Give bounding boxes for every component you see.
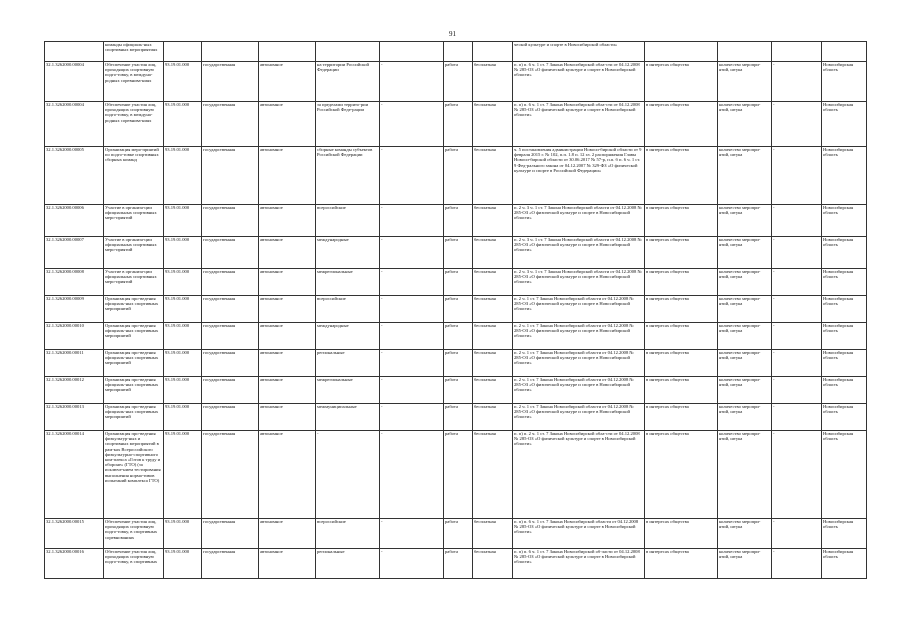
cell-name: Обеспечение участия лиц, проходящих спортивную подго-товку, в междуна-родных соревнова-ниях <box>104 102 164 147</box>
cell-extra: - <box>772 62 822 102</box>
cell-level: межмуниципальные <box>316 404 380 431</box>
cell-dash: - <box>380 205 444 237</box>
cell-code: 32.1.3262000.00016 <box>45 549 104 579</box>
cell-level: региональные <box>316 350 380 377</box>
cell-extra: - <box>772 549 822 579</box>
cell-basis: п. 2 ч. 1 ст. 7 Закона Новосибирской области от 04.12.2008 № 285-ОЗ «О физической культуре и спорте в Новосибирской области» <box>513 323 645 350</box>
cell-consumers: в интересах общества <box>645 205 718 237</box>
cell-level: всероссийские <box>316 205 380 237</box>
table-row <box>45 205 867 237</box>
cell-pay: бесплатная <box>473 549 513 579</box>
cell-indicator: количество меропри-ятий, штука <box>718 404 772 431</box>
cell-name: Организация про-ведения физкультур-ных и спортивных мероприятий в рам-ках Всероссийского физкультурно-спортивного ком-плекса «Готов к труду и обороне» (ГТО) (за исключе-нием тестирования выполнения норма-тивов испытаний комплекса ГТО) <box>104 431 164 519</box>
cell-org: автономное <box>259 377 316 404</box>
cell-consumers: в интересах общества <box>645 350 718 377</box>
table-row <box>45 102 867 147</box>
cell-region: Новосибирская область <box>822 323 867 350</box>
cell-code: 32.1.3262000.00005 <box>45 147 104 205</box>
cell-okved: 93.19.01.000 <box>164 62 202 102</box>
table-row-continuation <box>45 42 867 62</box>
cell-basis: п. 2 ч. 1 ст. 7 Закона Новосибирской области от 04.12.2008 № 285-ОЗ «О физической культуре и спорте в Новосибирской области» <box>513 296 645 323</box>
table-row <box>45 147 867 205</box>
cell-region: Новосибирская область <box>822 147 867 205</box>
cell-org: автономное <box>259 323 316 350</box>
cell-org: автономное <box>259 269 316 296</box>
cell-pay: бесплатная <box>473 296 513 323</box>
cell-consumers: в интересах общества <box>645 519 718 549</box>
cell-name: Обеспечение участия лиц, проходящих спортивную подго-товку, в спортивных соревнованиях <box>104 519 164 549</box>
cell-type: государственная <box>202 269 259 296</box>
table-row <box>45 296 867 323</box>
cell-okved: 93.19.01.000 <box>164 237 202 269</box>
cell-name: Участие в организа-ции официальных спортивных меро-приятий <box>104 205 164 237</box>
cell-level: межрегиональные <box>316 269 380 296</box>
cell-basis: п. п) п. 6 ч. 1 ст. 7 Закона Новосибирской об-ласти от 04.12.2008 № 285-ОЗ «О физической культуре и спорте в Новосибирской области» <box>513 549 645 579</box>
table-row <box>45 404 867 431</box>
cell-kind: работа <box>444 296 473 323</box>
services-register-table <box>44 41 867 579</box>
cell-indicator: количество меропри-ятий, штука <box>718 323 772 350</box>
cell-type: государственная <box>202 102 259 147</box>
cell-extra: - <box>772 102 822 147</box>
cell-region: Новосибирская область <box>822 431 867 519</box>
cell-type: государственная <box>202 549 259 579</box>
table-row <box>45 62 867 102</box>
cell-kind: работа <box>444 102 473 147</box>
cell-basis: п. п) п. 2 ч. 1 ст. 7 Закона Новосибирской обла-сти от 04.12.2008 № 285-ОЗ «О физической культуре и спорте в Новосибирской области» <box>513 431 645 519</box>
cell-indicator: количество меропри-ятий, штука <box>718 296 772 323</box>
cell-consumers: в интересах общества <box>645 404 718 431</box>
table-row <box>45 237 867 269</box>
cell-name: Организация меро-приятий по подго-товке спортивных сборных команд <box>104 147 164 205</box>
cell-type: государственная <box>202 519 259 549</box>
cell-region: Новосибирская область <box>822 296 867 323</box>
cell-basis: п. 2 ч. 3 ч. 1 ст. 7 Закона Новосибирской области от 04.12.2008 № 285-ОЗ «О физической культуре и спорте в Новосибирской области» <box>513 269 645 296</box>
cell-dash: - <box>380 519 444 549</box>
cell-indicator: количество меропри-ятий, штука <box>718 269 772 296</box>
cell-extra: - <box>772 147 822 205</box>
cell-pay: бесплатная <box>473 519 513 549</box>
cell-extra: - <box>772 431 822 519</box>
cell-name: Обеспечение участия лиц, проходящих спортивную подго-товку, в междуна-родных соревнова-ниях <box>104 62 164 102</box>
cell-basis: п. п) п. 6 ч. 1 ст. 7 Закона Новосибирской области от 04.12.2008 № 285-ОЗ «О физической культуре и спорте в Новосибирской области» <box>513 519 645 549</box>
cell-basis: п. 2 ч. 1 ст. 7 Закона Новосибирской области от 04.12.2008 № 285-ОЗ «О физической культуре и спорте в Новосибирской области» <box>513 377 645 404</box>
cell-extra: - <box>772 323 822 350</box>
cell-name: Организация про-ведения официаль-ных спортивных мероприятий <box>104 350 164 377</box>
cell-level: сборные команды субъектов Российской Федерации <box>316 147 380 205</box>
cell-dash: - <box>380 62 444 102</box>
cell-okved: 93.19.01.000 <box>164 147 202 205</box>
cell-extra: - <box>772 269 822 296</box>
cell-name: команды официаль-ных спортивных мероприятиях <box>104 42 164 62</box>
table-row <box>45 519 867 549</box>
cell-name: Участие в организа-ции официальных спортивных меро-приятий <box>104 269 164 296</box>
cell-code: 32.1.3262000.00009 <box>45 296 104 323</box>
cell-type: государственная <box>202 237 259 269</box>
cell-pay: бесплатная <box>473 62 513 102</box>
cell-code: 32.1.3262000.00012 <box>45 377 104 404</box>
cell-okved: 93.19.01.000 <box>164 377 202 404</box>
cell-kind: работа <box>444 431 473 519</box>
cell-okved: 93.19.01.000 <box>164 404 202 431</box>
cell-basis: ческой культуре и спорте в Новосибирской области» <box>513 42 645 62</box>
cell-okved: 93.19.01.000 <box>164 205 202 237</box>
cell-type: государственная <box>202 62 259 102</box>
cell-extra: - <box>772 296 822 323</box>
cell-indicator: количество меропри-ятий, штука <box>718 549 772 579</box>
cell-extra: - <box>772 237 822 269</box>
cell-dash: - <box>380 549 444 579</box>
table-row <box>45 431 867 519</box>
table-row <box>45 269 867 296</box>
cell-indicator: количество меропри-ятий, штука <box>718 62 772 102</box>
cell-kind: работа <box>444 350 473 377</box>
cell-pay: бесплатная <box>473 205 513 237</box>
cell-type: государственная <box>202 147 259 205</box>
cell-pay: бесплатная <box>473 404 513 431</box>
cell-org: автономное <box>259 205 316 237</box>
cell-region: Новосибирская область <box>822 102 867 147</box>
cell-region: Новосибирская область <box>822 237 867 269</box>
cell-type: государственная <box>202 296 259 323</box>
cell-extra: - <box>772 377 822 404</box>
cell-type: государственная <box>202 205 259 237</box>
cell-extra: - <box>772 519 822 549</box>
cell-org: автономное <box>259 296 316 323</box>
cell-region: Новосибирская область <box>822 519 867 549</box>
cell-consumers: в интересах общества <box>645 296 718 323</box>
cell-consumers: в интересах общества <box>645 431 718 519</box>
cell-code: 32.1.3262000.00007 <box>45 237 104 269</box>
cell-org: автономное <box>259 404 316 431</box>
cell-pay: бесплатная <box>473 323 513 350</box>
cell-org: автономное <box>259 519 316 549</box>
cell-indicator: количество меропри-ятий, штука <box>718 102 772 147</box>
cell-okved: 93.19.01.000 <box>164 549 202 579</box>
cell-indicator: количество меропри-ятий, штука <box>718 519 772 549</box>
cell-region: Новосибирская область <box>822 62 867 102</box>
cell-dash: - <box>380 350 444 377</box>
cell-consumers: в интересах общества <box>645 102 718 147</box>
cell-okved: 93.19.01.000 <box>164 296 202 323</box>
cell-code: 32.1.3262000.00013 <box>45 404 104 431</box>
cell-dash: - <box>380 404 444 431</box>
cell-okved: 93.19.01.000 <box>164 350 202 377</box>
cell-extra: - <box>772 205 822 237</box>
cell-level: на территории Российской Федерации <box>316 62 380 102</box>
cell-name: Организация про-ведения официаль-ных спортивных мероприятий <box>104 404 164 431</box>
cell-code: 32.1.3262000.00006 <box>45 205 104 237</box>
cell-kind: работа <box>444 519 473 549</box>
cell-dash: - <box>380 237 444 269</box>
cell-name: Организация про-ведения официаль-ных спортивных мероприятий <box>104 377 164 404</box>
cell-indicator: количество меропри-ятий, штука <box>718 350 772 377</box>
cell-code: 32.1.3262000.00008 <box>45 269 104 296</box>
cell-kind: работа <box>444 323 473 350</box>
cell-consumers: в интересах общества <box>645 62 718 102</box>
cell-org: автономное <box>259 62 316 102</box>
table-row <box>45 350 867 377</box>
cell-kind: работа <box>444 404 473 431</box>
cell-name: Участие в организа-ции официальных спортивных меро-приятий <box>104 237 164 269</box>
cell-level: всероссийские <box>316 519 380 549</box>
cell-basis: п. 2 ч. 1 ст. 7 Закона Новосибирской области от 04.12.2008 № 285-ОЗ «О физической культуре и спорте в Новосибирской области» <box>513 404 645 431</box>
cell-org: автономное <box>259 237 316 269</box>
table-body <box>45 42 867 579</box>
cell-basis: п. п) п. 6 ч. 1 ст. 7 Закона Новосибирской обла-сти от 04.12.2008 № 285-ОЗ «О физической культуре и спорте в Новосибирской области» <box>513 102 645 147</box>
cell-indicator: количество меропри-ятий, штука <box>718 205 772 237</box>
cell-kind: работа <box>444 237 473 269</box>
cell-region: Новосибирская область <box>822 269 867 296</box>
cell-dash: - <box>380 323 444 350</box>
cell-type: государственная <box>202 377 259 404</box>
cell-dash: - <box>380 377 444 404</box>
cell-type: государственная <box>202 323 259 350</box>
cell-code: 32.1.3262000.00010 <box>45 323 104 350</box>
cell-okved: 93.19.01.000 <box>164 323 202 350</box>
cell-org: автономное <box>259 147 316 205</box>
cell-level: - <box>316 431 380 519</box>
cell-kind: работа <box>444 147 473 205</box>
cell-type: государственная <box>202 404 259 431</box>
cell-level: международные <box>316 323 380 350</box>
cell-kind: работа <box>444 62 473 102</box>
cell-region: Новосибирская область <box>822 549 867 579</box>
cell-indicator: количество меропри-ятий, штука <box>718 431 772 519</box>
cell-code: 32.1.3262000.00011 <box>45 350 104 377</box>
cell-consumers: в интересах общества <box>645 237 718 269</box>
cell-level: за пределами террито-рии Российской Феде-рации <box>316 102 380 147</box>
page-number: 91 <box>449 30 456 38</box>
cell-consumers: в интересах общества <box>645 323 718 350</box>
cell-kind: работа <box>444 205 473 237</box>
cell-okved: 93.19.01.000 <box>164 519 202 549</box>
cell-dash: - <box>380 269 444 296</box>
cell-basis: ч. 5 постановления администрации Новоси-бирской области от 9 февраля 2015 г. № 102, п.п. 1.8 п. 12 гл. 2 распоряжения Главы Новоси-бирской области от 30.06.2017 № 57-р, п.п. б п. 6 ч. 1 ст. 9 Фед-рального закона от 04.12.2007 № 329-ФЗ «О физической культуре и спорте в Российской Федерации» <box>513 147 645 205</box>
cell-name: Обеспечение участия лиц, проходящих спортивную подго-товку, в спортивных <box>104 549 164 579</box>
cell-type: государственная <box>202 431 259 519</box>
cell-code: 32.1.3262000.00015 <box>45 519 104 549</box>
table-row <box>45 323 867 350</box>
cell-consumers: в интересах общества <box>645 147 718 205</box>
cell-basis: п. 2 ч. 3 ч. 1 ст. 7 Закона Новосибирской области от 04.12.2008 № 285-ОЗ «О физической культуре и спорте в Новосибирской области» <box>513 205 645 237</box>
cell-pay: бесплатная <box>473 147 513 205</box>
cell-extra: - <box>772 350 822 377</box>
cell-kind: работа <box>444 269 473 296</box>
cell-consumers: в интересах общества <box>645 377 718 404</box>
cell-name: Организация про-ведения официаль-ных спортивных мероприятий <box>104 296 164 323</box>
cell-pay: бесплатная <box>473 237 513 269</box>
cell-level: всероссийские <box>316 296 380 323</box>
cell-indicator: количество меропри-ятий, штука <box>718 147 772 205</box>
cell-code: 32.1.3262000.00004 <box>45 62 104 102</box>
cell-name: Организация про-ведения официаль-ных спортивных мероприятий <box>104 323 164 350</box>
cell-code: 32.1.3262000.00004 <box>45 102 104 147</box>
cell-pay: бесплатная <box>473 269 513 296</box>
cell-basis: п. 2 ч. 3 ч. 1 ст. 7 Закона Новосибирской области от 04.12.2008 № 285-ОЗ «О физической культуре и спорте в Новосибирской области» <box>513 237 645 269</box>
cell-dash: - <box>380 296 444 323</box>
cell-code: 32.1.3262000.00014 <box>45 431 104 519</box>
cell-kind: работа <box>444 549 473 579</box>
cell-level: международные <box>316 237 380 269</box>
cell-level: региональные <box>316 549 380 579</box>
cell-level: межрегиональные <box>316 377 380 404</box>
cell-pay: бесплатная <box>473 102 513 147</box>
cell-indicator: количество меропри-ятий, штука <box>718 237 772 269</box>
cell-region: Новосибирская область <box>822 350 867 377</box>
cell-dash: - <box>380 431 444 519</box>
cell-consumers: в интересах общества <box>645 549 718 579</box>
cell-kind: работа <box>444 377 473 404</box>
cell-org: автономное <box>259 350 316 377</box>
cell-org: автономное <box>259 549 316 579</box>
cell-region: Новосибирская область <box>822 377 867 404</box>
cell-dash: - <box>380 102 444 147</box>
cell-extra: - <box>772 404 822 431</box>
cell-okved: 93.19.01.000 <box>164 269 202 296</box>
cell-region: Новосибирская область <box>822 205 867 237</box>
cell-basis: п. 2 ч. 1 ст. 7 Закона Новосибирской области от 04.12.2008 № 285-ОЗ «О физической культуре и спорте в Новосибирской области» <box>513 350 645 377</box>
cell-region: Новосибирская область <box>822 404 867 431</box>
cell-org: автономное <box>259 431 316 519</box>
table-row <box>45 377 867 404</box>
cell-okved: 93.19.01.000 <box>164 431 202 519</box>
cell-okved: 93.19.01.000 <box>164 102 202 147</box>
cell-indicator: количество меропри-ятий, штука <box>718 377 772 404</box>
cell-org: автономное <box>259 102 316 147</box>
cell-pay: бесплатная <box>473 431 513 519</box>
cell-pay: бесплатная <box>473 350 513 377</box>
table-row <box>45 549 867 579</box>
cell-dash: - <box>380 147 444 205</box>
cell-pay: бесплатная <box>473 377 513 404</box>
cell-basis: п. п) п. 6 ч. 1 ст. 7 Закона Новосибирской обла-сти от 04.12.2008 № 285-ОЗ «О физической культуре и спорте в Новосибирской области» <box>513 62 645 102</box>
cell-consumers: в интересах общества <box>645 269 718 296</box>
cell-type: государственная <box>202 350 259 377</box>
